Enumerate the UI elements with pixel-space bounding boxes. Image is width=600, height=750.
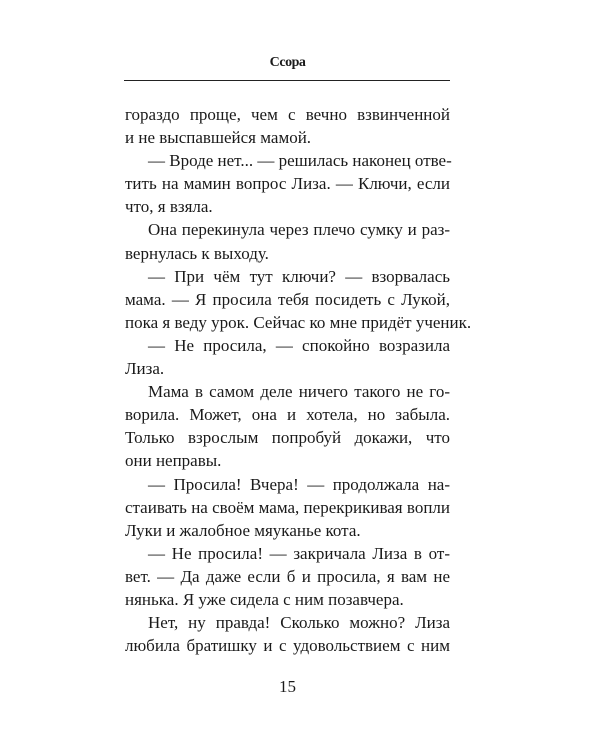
text-line: гораздо проще, чем с вечно взвинченной: [125, 105, 450, 124]
text-line: Мама в самом деле ничего такого не го-: [148, 382, 450, 402]
text-line: Нет, ну правда! Сколько можно? Лиза: [148, 613, 450, 633]
text-line: стаивать на своём мама, перекрикивая вопли: [125, 497, 450, 517]
paragraph: [125, 542, 450, 611]
text-line: мама. — Я просила тебя посидеть с Лукой,: [125, 289, 450, 309]
text-line: что, я взяла.: [125, 197, 213, 217]
text-line: — Вроде нет... — решилась наконец отве-: [148, 151, 452, 171]
text-line: тить на мамин вопрос Лиза. — Ключи, если: [125, 174, 450, 194]
text-line: Она перекинула через плечо сумку и раз-: [148, 220, 450, 240]
paragraph: [125, 265, 472, 334]
text-line: и не выспавшейся мамой.: [125, 128, 312, 148]
text-line: любила братишку и с удовольствием с ним: [125, 636, 450, 656]
page-body: [125, 103, 472, 657]
text-line: они неправы.: [125, 451, 222, 471]
text-line: — При чём тут ключи? — взорвалась: [148, 266, 450, 286]
page-number: 15: [279, 677, 296, 696]
paragraph: [125, 218, 450, 264]
text-line: Луки и жалобное мяуканье кота.: [125, 520, 361, 540]
text-line: вернулась к выходу.: [125, 243, 269, 263]
text-line: — Не просила! — закричала Лиза в от-: [148, 543, 450, 563]
text-line: нянька. Я уже сидела с ним позавчера.: [125, 589, 404, 609]
text-line: ворила. Может, она и хотела, но забыла.: [125, 405, 450, 425]
text-line: пока я веду урок. Сейчас ко мне придёт ученик.: [125, 312, 472, 332]
running-header: Ссора: [269, 55, 306, 70]
text-line: вет. — Да даже если б и просила, я вам не: [125, 566, 450, 586]
paragraph: [125, 611, 450, 657]
text-line: — Просила! Вчера! — продолжала на-: [148, 474, 450, 494]
text-line: Лиза.: [125, 359, 165, 379]
text-line: Только взрослым попробуй докажи, что: [125, 428, 450, 448]
paragraph: [125, 334, 450, 380]
paragraph: [125, 149, 450, 218]
paragraph: [125, 103, 450, 149]
paragraph: [125, 380, 450, 472]
text-line: — Не просила, — спокойно возразила: [148, 335, 450, 355]
paragraph: [125, 473, 450, 542]
header-rule: [124, 80, 450, 81]
